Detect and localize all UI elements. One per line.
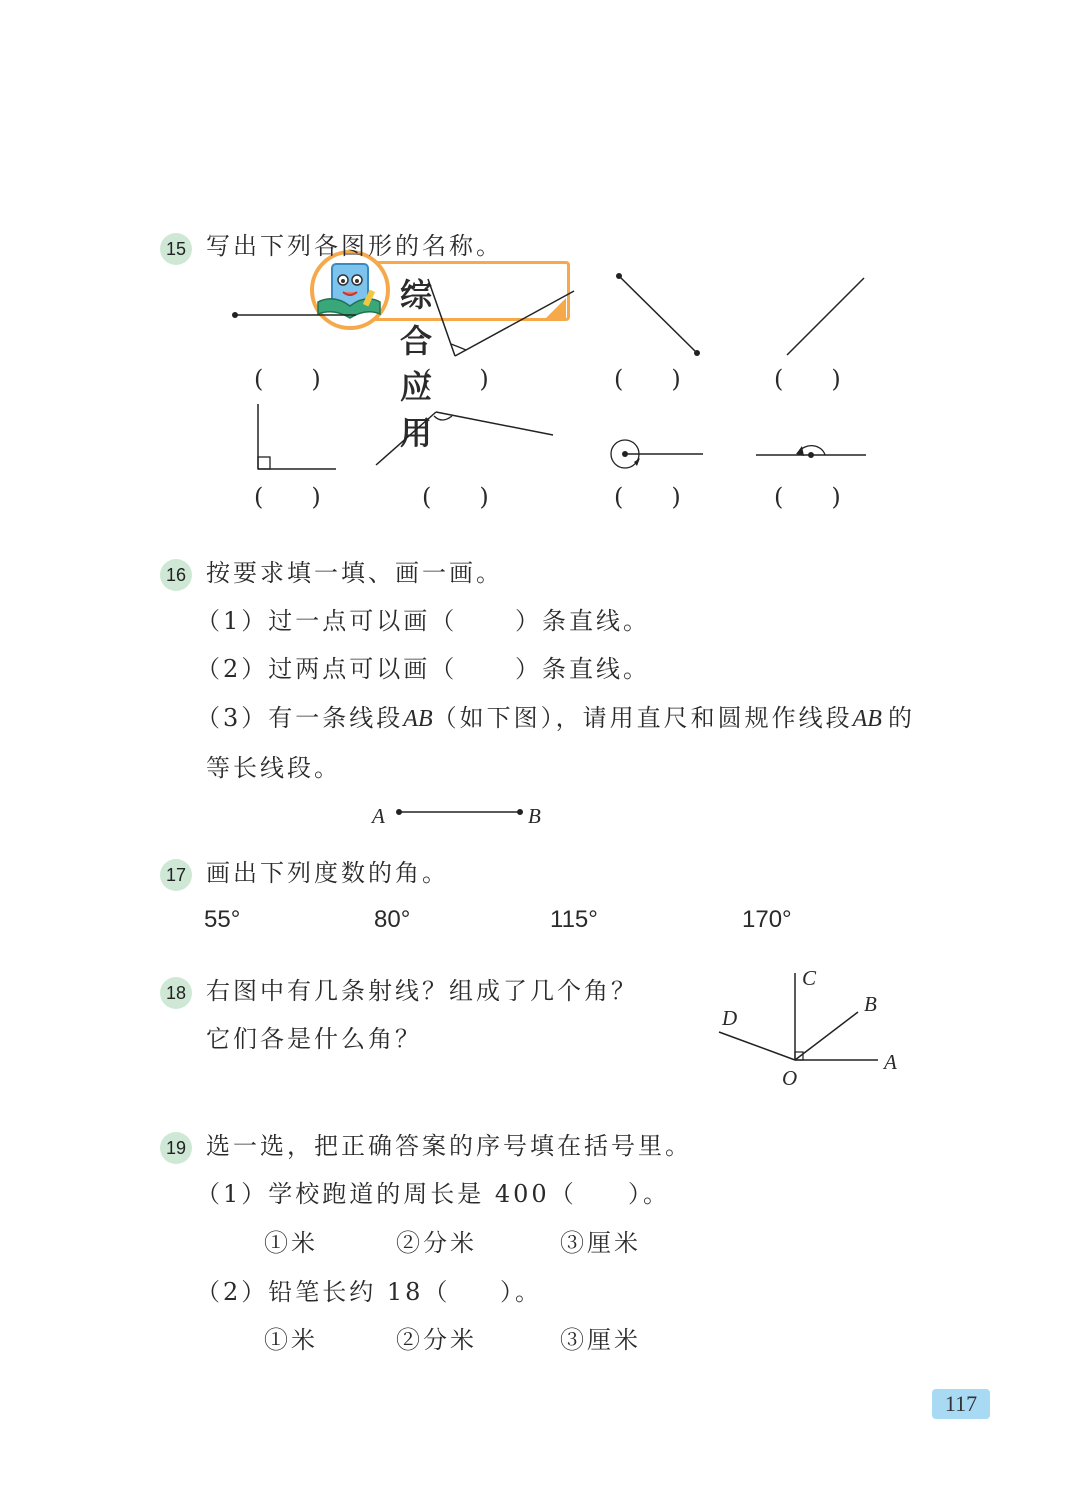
question-18-number: 18 bbox=[160, 977, 192, 1009]
ray-label-b: B bbox=[864, 992, 877, 1016]
question-15-number: 15 bbox=[160, 233, 192, 265]
question-17-number: 17 bbox=[160, 859, 192, 891]
figure-angle-acute bbox=[428, 279, 574, 356]
question-16-prompt: 按要求填一填、画一画。 bbox=[206, 559, 503, 587]
figure-full-angle bbox=[611, 440, 703, 468]
q19-part2-text: （2）铅笔长约 18（ bbox=[196, 1278, 451, 1306]
question-19-prompt: 选一选，把正确答案的序号填在括号里。 bbox=[206, 1132, 692, 1160]
ray-label-a: A bbox=[884, 1050, 897, 1074]
question-18-line1: 右图中有几条射线？组成了几个角？ bbox=[206, 977, 638, 1005]
answer-blank[interactable]: ( ) bbox=[774, 483, 841, 511]
q16-part3-text: （3）有一条线段AB（如下图），请用直尺和圆规作线段AB 的 bbox=[196, 704, 915, 732]
q16-part1-text: （1）过一点可以画（ bbox=[196, 607, 458, 635]
figure-segment bbox=[616, 273, 700, 356]
q16-part2-text-end: ）条直线。 bbox=[515, 655, 650, 683]
q19-option: ②分米 bbox=[396, 1229, 477, 1257]
question-19-number: 19 bbox=[160, 1132, 192, 1164]
question-18-line2: 它们各是什么角？ bbox=[206, 1025, 422, 1053]
figure-right-angle bbox=[258, 404, 336, 469]
question-15-figures bbox=[0, 260, 1080, 490]
angle-value: 170° bbox=[742, 906, 792, 933]
angle-value: 80° bbox=[374, 906, 411, 933]
angle-value: 115° bbox=[550, 906, 598, 933]
q19-option: ③厘米 bbox=[560, 1229, 641, 1257]
question-16-number: 16 bbox=[160, 559, 192, 591]
answer-blank[interactable]: ( ) bbox=[614, 483, 681, 511]
q19-part1-text-end: ）。 bbox=[628, 1180, 670, 1208]
figure-line bbox=[787, 278, 864, 355]
figure-angle-obtuse bbox=[376, 412, 553, 465]
q19-option: ②分米 bbox=[396, 1326, 477, 1354]
q16-part3-line2: 等长线段。 bbox=[206, 754, 341, 782]
page-number: 117 bbox=[932, 1389, 990, 1419]
q19-option: ③厘米 bbox=[560, 1326, 641, 1354]
q16-part2-text: （2）过两点可以画（ bbox=[196, 655, 458, 683]
question-17-prompt: 画出下列度数的角。 bbox=[206, 859, 449, 887]
answer-blank[interactable]: ( ) bbox=[254, 365, 321, 393]
ray-label-d: D bbox=[722, 1006, 738, 1030]
q19-option: ①米 bbox=[264, 1326, 318, 1354]
point-label-b: B bbox=[528, 804, 541, 828]
answer-blank[interactable]: ( ) bbox=[422, 483, 489, 511]
question-15-prompt: 写出下列各图形的名称。 bbox=[206, 232, 503, 260]
point-label-a: A bbox=[372, 804, 385, 828]
angle-value: 55° bbox=[204, 906, 241, 933]
q19-option: ①米 bbox=[264, 1229, 318, 1257]
segment-ab-figure bbox=[390, 800, 530, 824]
answer-blank[interactable]: ( ) bbox=[614, 365, 681, 393]
answer-blank[interactable]: ( ) bbox=[774, 365, 841, 393]
q19-part1-text: （1）学校跑道的周长是 400（ bbox=[196, 1180, 577, 1208]
q16-part1-text-end: ）条直线。 bbox=[515, 607, 650, 635]
ray-label-c: C bbox=[802, 966, 817, 990]
answer-blank[interactable]: ( ) bbox=[254, 483, 321, 511]
ray-label-o: O bbox=[782, 1066, 798, 1090]
section-title: 综合应用 bbox=[400, 276, 435, 452]
answer-blank[interactable]: ( ) bbox=[422, 365, 489, 393]
figure-ray-horizontal bbox=[232, 312, 356, 318]
q19-part2-text-end: ）。 bbox=[500, 1278, 542, 1306]
figure-straight-angle bbox=[756, 446, 866, 458]
